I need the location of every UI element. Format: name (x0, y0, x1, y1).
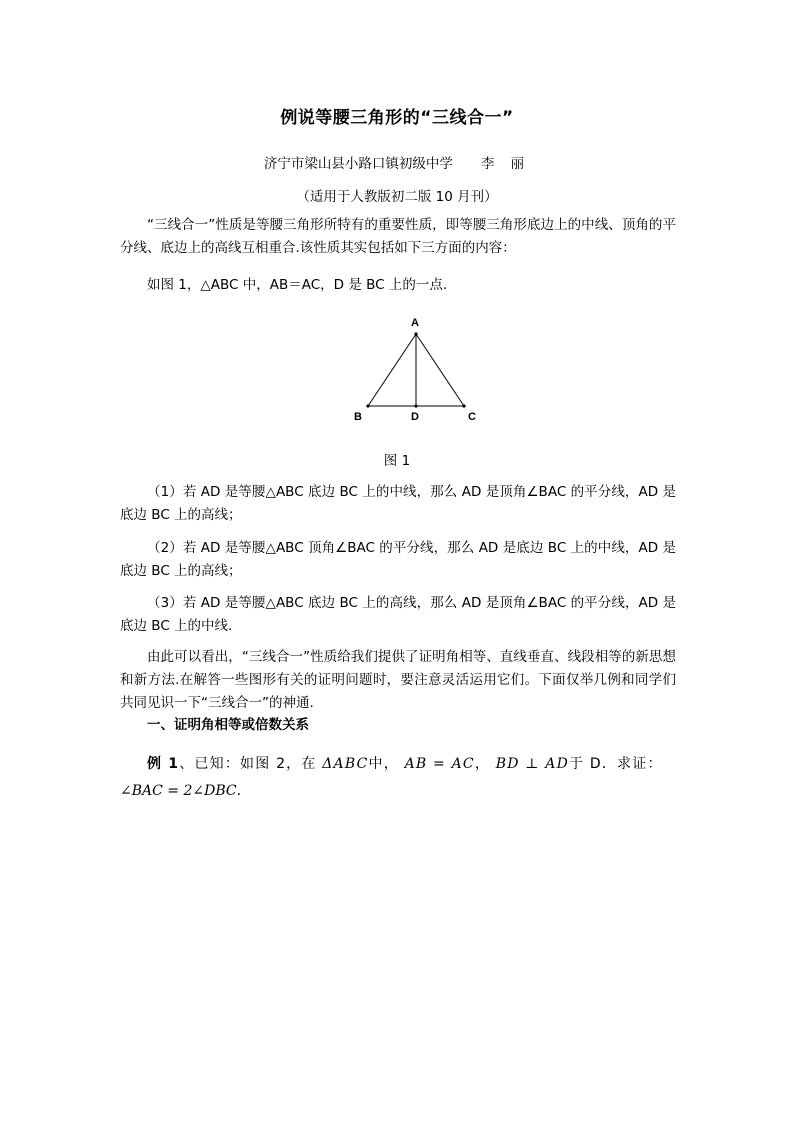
math-equality: AB = AC (404, 756, 475, 772)
author-school: 济宁市梁山县小路口镇初级中学 (263, 156, 453, 172)
publication-note: （适用于人教版初二版 10 月刊） (296, 189, 498, 205)
label-d: D (411, 411, 419, 423)
document-title: 例说等腰三角形的“三线合一” (280, 108, 514, 128)
math-perpendicular: BD ⊥ AD (495, 756, 570, 772)
section-heading: 一、证明角相等或倍数关系 (147, 717, 309, 733)
triangle-figure (340, 313, 490, 428)
example-text: 、已知：如图 2，在 (179, 756, 317, 772)
example-1-line-1 (120, 752, 680, 777)
label-c: C (468, 411, 476, 423)
figure-setup-paragraph: 如图 1，△ABC 中，AB＝AC，D 是 BC 上的一点. (147, 277, 448, 293)
author-line (0, 152, 794, 172)
example-1-line-2 (120, 779, 680, 804)
point-d (414, 404, 417, 407)
point-a (414, 332, 417, 335)
point-b (366, 404, 369, 407)
summary-paragraph: 由此可以看出，“三线合一”性质给我们提供了证明角相等、直线垂直、线段相等的新思想和新方法.在解答一些图形有关的证明问题时，要注意灵活运用它们。下面仅举几例和同学们共同见识一下“三线合一”的神通. (120, 649, 676, 711)
side-ab (368, 334, 416, 406)
property-item-1: （1）若 AD 是等腰△ABC 底边 BC 上的中线，那么 AD 是顶角∠BAC 的平分线，AD 是底边 BC 上的高线； (120, 484, 676, 523)
intro-paragraph: “三线合一”性质是等腰三角形所特有的重要性质，即等腰三角形底边上的中线、顶角的平分线、底边上的高线互相重合.该性质其实包括如下三方面的内容： (120, 217, 676, 256)
example-text: ． (236, 783, 251, 799)
math-triangle: ΔABC (322, 756, 369, 772)
property-item-3: （3）若 AD 是等腰△ABC 底边 BC 上的高线，那么 AD 是顶角∠BAC 的平分线，AD 是底边 BC 上的中线. (120, 595, 676, 634)
example-text: ， (474, 756, 491, 772)
label-a: A (411, 317, 419, 329)
point-c (462, 404, 465, 407)
example-text: 中， (368, 756, 399, 772)
math-goal: ∠BAC = 2∠DBC (120, 783, 237, 799)
author-name: 李 丽 (480, 156, 531, 172)
example-label: 例 1 (147, 756, 180, 772)
label-b: B (354, 411, 362, 423)
example-text: 于 D．求证： (569, 756, 663, 772)
side-ac (416, 334, 464, 406)
figure-caption: 图 1 (383, 453, 411, 469)
property-item-2: （2）若 AD 是等腰△ABC 顶角∠BAC 的平分线，那么 AD 是底边 BC 上的中线，AD 是底边 BC 上的高线； (120, 540, 676, 579)
